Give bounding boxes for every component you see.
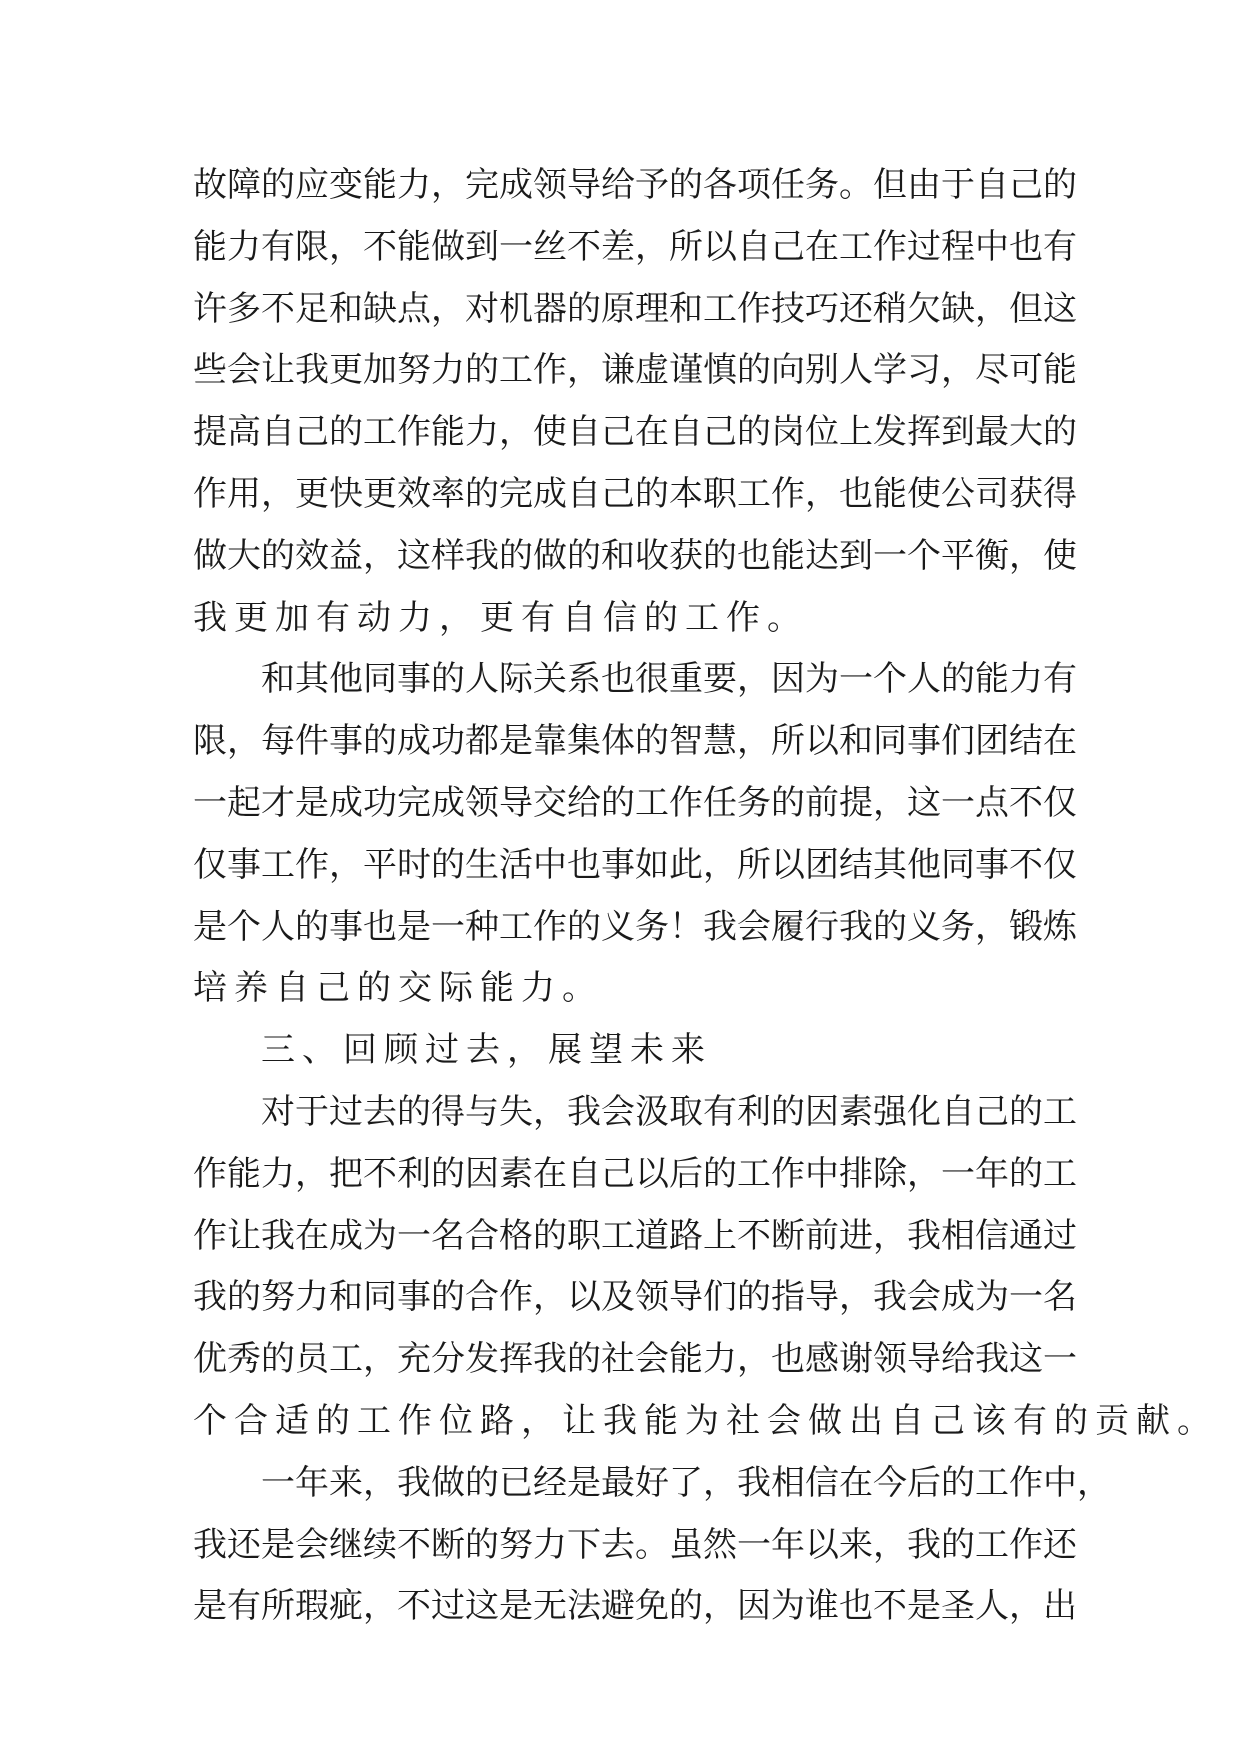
text-line: 优秀的员工，充分发挥我的社会能力，也感谢领导给我这一 — [193, 1339, 1077, 1380]
text-line: 一起才是成功完成领导交给的工作任务的前提，这一点不仅 — [193, 782, 1077, 823]
text-line: 提高自己的工作能力，使自己在自己的岗位上发挥到最大的 — [193, 412, 1077, 453]
text-line: 许多不足和缺点，对机器的原理和工作技巧还稍欠缺，但这 — [193, 288, 1077, 329]
text-line: 一年来，我做的已经是最好了，我相信在今后的工作中， — [261, 1462, 1111, 1503]
text-line: 做大的效益，这样我的做的和收获的也能达到一个平衡，使 — [193, 535, 1077, 576]
text-line: 作能力，把不利的因素在自己以后的工作中排除，一年的工 — [193, 1153, 1077, 1194]
text-line: 作让我在成为一名合格的职工道路上不断前进，我相信通过 — [193, 1215, 1077, 1256]
text-line: 些会让我更加努力的工作，谦虚谨慎的向别人学习，尽可能 — [193, 350, 1077, 391]
text-line: 和其他同事的人际关系也很重要，因为一个人的能力有 — [261, 659, 1077, 700]
section-heading: 三、回顾过去，展望未来 — [261, 1030, 712, 1071]
text-line: 我的努力和同事的合作，以及领导们的指导，我会成为一名 — [193, 1277, 1077, 1318]
text-line: 个合适的工作位路，让我能为社会做出自己该有的贡献。 — [193, 1400, 1218, 1441]
text-line: 我更加有动力，更有自信的工作。 — [193, 597, 808, 638]
text-line: 仅事工作，平时的生活中也事如此，所以团结其他同事不仅 — [193, 844, 1077, 885]
body-text — [193, 155, 1218, 1638]
text-line: 是有所瑕疵，不过这是无法避免的，因为谁也不是圣人，出 — [193, 1586, 1077, 1627]
text-line: 能力有限，不能做到一丝不差，所以自己在工作过程中也有 — [193, 226, 1077, 267]
text-line: 限，每件事的成功都是靠集体的智慧，所以和同事们团结在 — [193, 721, 1077, 762]
text-line: 故障的应变能力，完成领导给予的各项任务。但由于自己的 — [193, 165, 1077, 205]
text-line: 对于过去的得与失，我会汲取有利的因素强化自己的工 — [261, 1091, 1077, 1132]
text-line: 培养自己的交际能力。 — [193, 968, 603, 1009]
text-line: 我还是会继续不断的努力下去。虽然一年以来，我的工作还 — [193, 1524, 1077, 1565]
text-line: 作用，更快更效率的完成自己的本职工作，也能使公司获得 — [193, 473, 1077, 514]
text-line: 是个人的事也是一种工作的义务！我会履行我的义务，锻炼 — [193, 906, 1077, 947]
